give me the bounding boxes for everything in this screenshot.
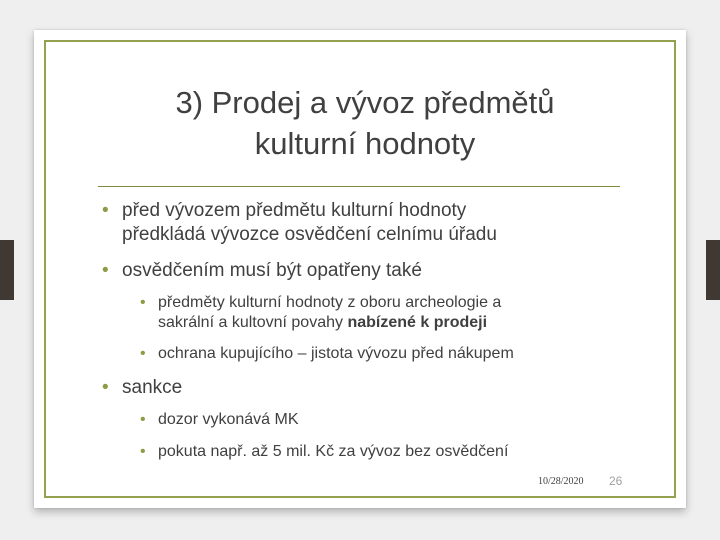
bullet-2: [102, 259, 422, 283]
sub-bullet-2-2: [140, 344, 514, 364]
bullet-dot: •: [140, 345, 146, 362]
footer-date: 10/28/2020: [538, 476, 584, 487]
sub-bullet-2-2-text: ochrana kupujícího – jistota vývozu před nákupem: [158, 345, 514, 362]
left-edge-tab: [0, 240, 14, 300]
bullet-dot: •: [102, 260, 109, 281]
bullet-1: [102, 199, 497, 247]
bullet-dot: •: [140, 443, 146, 460]
bullet-3-text: sankce: [122, 377, 183, 398]
bullet-1-line-1: před vývozem předmětu kulturní hodnoty: [122, 200, 467, 221]
bullet-dot: •: [102, 200, 109, 221]
bullet-1-line-2: předkládá vývozce osvědčení celnímu úřadu: [122, 224, 497, 245]
title-divider: [98, 186, 620, 187]
page-number: 26: [609, 474, 623, 488]
sub-bullet-3-1: [140, 410, 299, 430]
right-edge-tab: [706, 240, 720, 300]
sub-bullet-3-2: [140, 442, 509, 462]
sub-bullet-2-1-line-2: [158, 313, 501, 333]
bullet-dot: •: [140, 294, 146, 311]
sub-bullet-3-1-text: dozor vykonává MK: [158, 411, 299, 428]
sub-bullet-3-2-text: pokuta např. až 5 mil. Kč za vývoz bez osvědčení: [158, 443, 509, 460]
title-line-2: kulturní hodnoty: [254, 126, 476, 161]
title-line-1: 3) Prodej a vývoz předmětů: [175, 85, 555, 120]
sub-bullet-2-1-bold: nabízené k prodeji: [347, 314, 488, 331]
slide-title: [60, 82, 670, 164]
bullet-3: [102, 376, 183, 400]
sub-bullet-2-1-line-1: předměty kulturní hodnoty z oboru archeologie a: [158, 294, 502, 311]
sub-bullet-2-1-normal: sakrální a kultovní povahy: [158, 314, 348, 331]
bullet-2-text: osvědčením musí být opatřeny také: [122, 260, 422, 281]
sub-bullet-2-1: [140, 293, 502, 333]
bullet-dot: •: [102, 377, 109, 398]
bullet-dot: •: [140, 411, 146, 428]
